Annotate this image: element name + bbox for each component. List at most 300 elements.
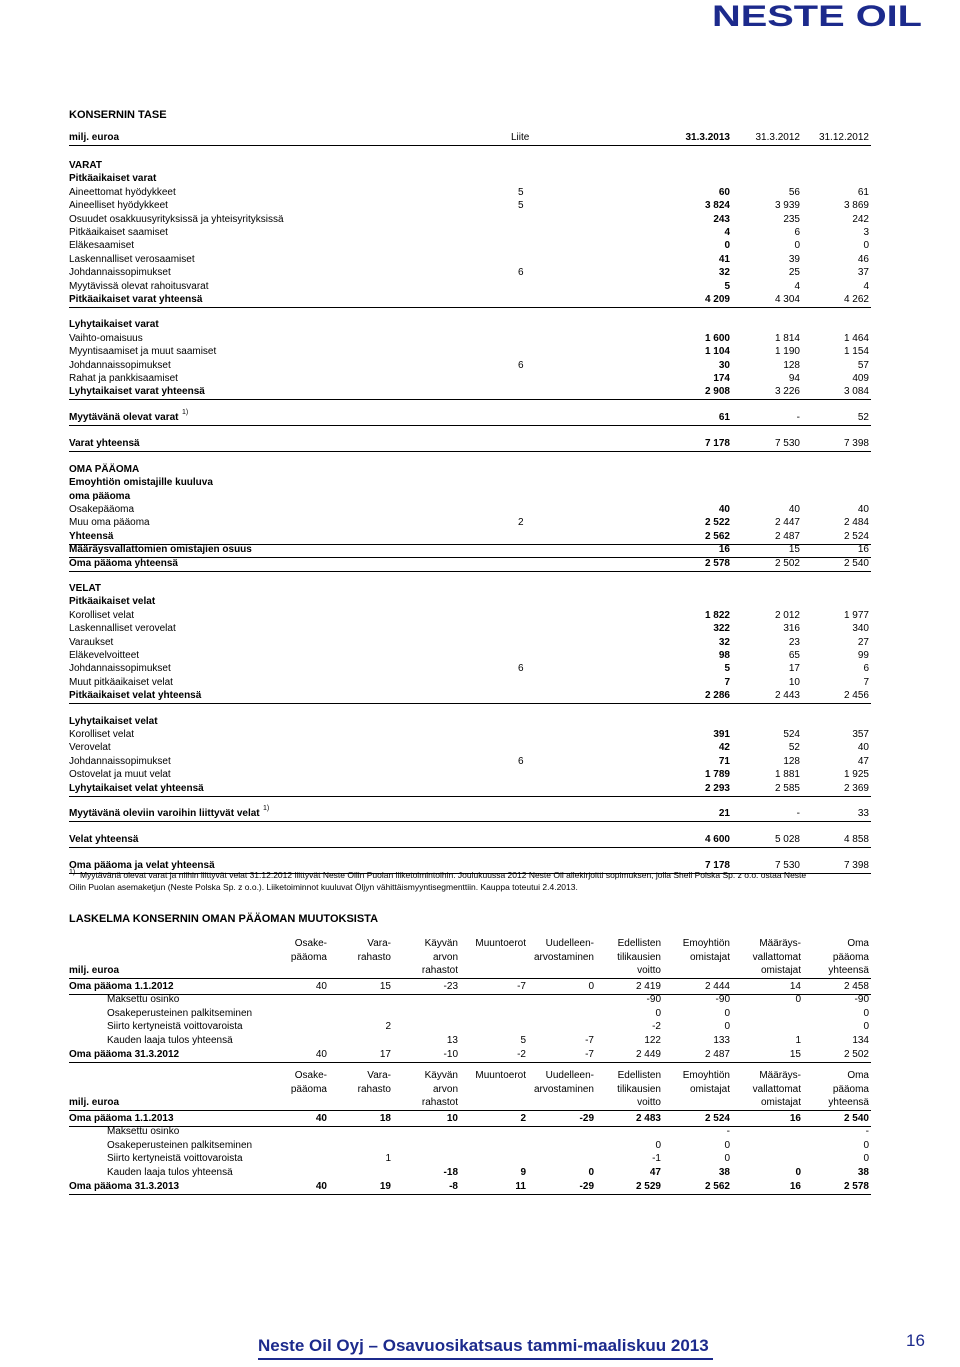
column-header: omistajat bbox=[760, 965, 801, 976]
balance-row bbox=[69, 610, 871, 623]
value-2012: 2 484 bbox=[843, 517, 869, 529]
row-footnote-mark: 1) bbox=[263, 805, 270, 812]
value-2013: 391 bbox=[713, 729, 730, 740]
footer-title: Neste Oil Oyj – Osavuosikatsaus tammi-maaliskuu 2013 bbox=[258, 1336, 709, 1355]
value-2012q: 7 530 bbox=[774, 437, 800, 449]
equity-title: LASKELMA KONSERNIN OMAN PÄÄOMAN MUUTOKSISTA bbox=[69, 913, 379, 925]
cell-value: 19 bbox=[379, 1180, 391, 1192]
column-header: omistajat bbox=[689, 1083, 730, 1095]
value-2013: 3 824 bbox=[704, 200, 730, 212]
value-2013: 42 bbox=[718, 742, 730, 754]
row-label: Pitkäaikaiset velat yhteensä bbox=[69, 690, 202, 702]
cell-value: 0 bbox=[863, 1139, 869, 1151]
balance-row bbox=[69, 373, 871, 386]
column-header: vallattomat bbox=[752, 951, 801, 963]
column-header: Käyvän bbox=[424, 938, 458, 949]
value-2012q: 25 bbox=[788, 267, 800, 279]
cell-value: 2 578 bbox=[843, 1180, 869, 1192]
balance-row bbox=[69, 173, 871, 186]
value-2012: 6 bbox=[863, 663, 869, 675]
value-2013: 2 578 bbox=[704, 557, 730, 569]
column-header: pääoma bbox=[290, 951, 327, 963]
column-header: Muuntoerot bbox=[475, 938, 526, 949]
cell-value: 134 bbox=[852, 1034, 869, 1046]
value-2012: 2 540 bbox=[843, 557, 869, 569]
cell-value: -23 bbox=[443, 980, 458, 992]
cell-value: -2 bbox=[652, 1021, 661, 1033]
balance-row bbox=[69, 491, 871, 504]
balance-row bbox=[69, 663, 871, 676]
balance-header-row bbox=[69, 132, 871, 145]
cell-value: 15 bbox=[789, 1048, 801, 1060]
cell-value: 14 bbox=[789, 980, 801, 992]
row-label: Korolliset velat bbox=[69, 609, 135, 621]
cell-value: -29 bbox=[579, 1112, 594, 1124]
row-label: Oma pääoma ja velat yhteensä bbox=[69, 860, 215, 871]
row-label: Velat yhteensä bbox=[69, 834, 139, 845]
column-header: Oma bbox=[847, 1070, 869, 1081]
value-2012: 1 977 bbox=[843, 609, 869, 621]
value-2012q: 40 bbox=[788, 504, 800, 515]
value-2013: 0 bbox=[724, 240, 730, 252]
cell-value: 2 449 bbox=[635, 1048, 661, 1060]
value-2013: 21 bbox=[718, 808, 730, 819]
value-2013: 40 bbox=[718, 504, 730, 515]
balance-row bbox=[69, 160, 871, 173]
equity-header-row bbox=[69, 1097, 871, 1111]
equity-row bbox=[69, 1181, 871, 1195]
cell-value: 2 502 bbox=[843, 1048, 869, 1060]
cell-value: 122 bbox=[644, 1034, 661, 1046]
footer-underline bbox=[258, 1358, 713, 1360]
value-2013: 1 600 bbox=[704, 332, 730, 344]
column-header: arvon bbox=[432, 1083, 458, 1095]
balance-row bbox=[69, 504, 871, 517]
column-header: Emoyhtiön bbox=[682, 1070, 730, 1081]
column-header: rahasto bbox=[357, 951, 391, 963]
balance-row bbox=[69, 333, 871, 346]
cell-value: -10 bbox=[443, 1048, 458, 1060]
cell-value: -90 bbox=[854, 994, 869, 1006]
equity-header-row bbox=[69, 952, 871, 965]
value-2012: 52 bbox=[857, 411, 869, 423]
column-header: rahastot bbox=[421, 1097, 458, 1108]
balance-row bbox=[69, 742, 871, 755]
footnote-line1: Myytävänä olevat varat ja niihin liittyvät velat 31.12.2012 liittyvät Neste Oilin Puolan liiketoimintoihin. Joulukuussa 2012 Neste Oil allekirjoitti sopimuksen, jolla Shell Polska Sp. z o.o. ostaa Neste bbox=[79, 870, 807, 880]
row-label: Johdannaissopimukset bbox=[69, 663, 171, 675]
column-header: Vara- bbox=[367, 938, 391, 949]
row-label: Myytävissä olevat rahoitusvarat bbox=[69, 280, 209, 292]
row-label: Aineelliset hyödykkeet bbox=[69, 200, 168, 212]
value-2012q: 524 bbox=[783, 729, 800, 740]
column-header: Emoyhtiön bbox=[682, 938, 730, 949]
cell-value: 1 bbox=[385, 1153, 391, 1165]
cell-value: 2 458 bbox=[843, 980, 869, 992]
cell-value: 0 bbox=[863, 1021, 869, 1033]
value-2012: 1 154 bbox=[843, 346, 869, 358]
cell-value: 2 562 bbox=[704, 1180, 730, 1192]
value-2013: 2 908 bbox=[704, 386, 730, 398]
balance-row bbox=[69, 834, 871, 848]
value-2012: 61 bbox=[857, 186, 869, 198]
cell-value: 0 bbox=[724, 1021, 730, 1033]
cell-value: 0 bbox=[795, 994, 801, 1006]
value-2013: 7 178 bbox=[704, 437, 730, 449]
row-label: Pitkäaikaiset varat bbox=[69, 173, 157, 185]
equity-row bbox=[69, 1126, 871, 1139]
cell-value: -7 bbox=[585, 1048, 594, 1060]
balance-row bbox=[69, 477, 871, 490]
value-2012q: 5 028 bbox=[774, 834, 800, 845]
value-2012: 357 bbox=[852, 729, 869, 740]
value-2013: 2 293 bbox=[704, 782, 730, 794]
column-header: omistajat bbox=[760, 1097, 801, 1108]
balance-row bbox=[69, 716, 871, 729]
equity-row bbox=[69, 1035, 871, 1048]
cell-value: 0 bbox=[863, 1153, 869, 1165]
row-label: Aineettomat hyödykkeet bbox=[69, 186, 176, 198]
equity-header-row bbox=[69, 938, 871, 951]
row-label: Kauden laaja tulos yhteensä bbox=[107, 1166, 233, 1178]
balance-row bbox=[69, 438, 871, 452]
balance-row bbox=[69, 319, 871, 332]
cell-value: 11 bbox=[515, 1180, 526, 1192]
balance-row bbox=[69, 805, 871, 822]
value-2012: 2 456 bbox=[843, 690, 869, 702]
row-label: Emoyhtiön omistajille kuuluva bbox=[69, 477, 213, 489]
value-2013: 32 bbox=[718, 267, 730, 279]
value-2013: 1 822 bbox=[704, 609, 730, 621]
value-2012q: 0 bbox=[794, 240, 800, 252]
cell-value: 2 529 bbox=[635, 1180, 661, 1192]
row-label: Eläkevelvoitteet bbox=[69, 650, 140, 661]
balance-row bbox=[69, 346, 871, 359]
balance-row bbox=[69, 596, 871, 609]
cell-value: -90 bbox=[646, 994, 661, 1006]
row-note: 6 bbox=[518, 755, 524, 767]
balance-row bbox=[69, 267, 871, 280]
value-2013: 32 bbox=[718, 636, 730, 648]
row-label: Myytävänä oleviin varoihin liittyvät velat bbox=[69, 808, 260, 819]
balance-row bbox=[69, 558, 871, 572]
row-label: Osuudet osakkuusyrityksissä ja yhteisyrityksissä bbox=[69, 213, 284, 225]
balance-row bbox=[69, 254, 871, 267]
column-header: pääoma bbox=[290, 1083, 327, 1095]
balance-row bbox=[69, 756, 871, 769]
value-2012: 2 369 bbox=[843, 782, 869, 794]
value-2012: 3 bbox=[863, 227, 869, 238]
balance-row bbox=[69, 281, 871, 294]
value-2012q: 23 bbox=[788, 636, 800, 648]
column-header: voitto bbox=[637, 965, 661, 976]
footnote bbox=[69, 869, 871, 893]
value-2012q: 65 bbox=[788, 650, 800, 661]
value-2013: 2 286 bbox=[704, 690, 730, 702]
column-header: tilikausien bbox=[617, 1083, 661, 1095]
column-header: Käyvän bbox=[424, 1070, 458, 1081]
balance-row bbox=[69, 227, 871, 240]
row-note: 6 bbox=[518, 663, 524, 675]
cell-value: 40 bbox=[315, 1048, 327, 1060]
row-label: Lyhytaikaiset velat bbox=[69, 715, 158, 727]
column-header: Edellisten bbox=[617, 938, 661, 949]
value-2013: 2 522 bbox=[704, 517, 730, 529]
balance-title: KONSERNIN TASE bbox=[69, 109, 167, 121]
row-label: OMA PÄÄOMA bbox=[69, 463, 140, 475]
row-label: Ostovelat ja muut velat bbox=[69, 769, 171, 781]
balance-row bbox=[69, 187, 871, 200]
value-2012: 340 bbox=[852, 623, 869, 635]
col-2013: 31.3.2013 bbox=[685, 132, 730, 143]
column-header: arvon bbox=[432, 951, 458, 963]
value-2012q: 52 bbox=[788, 742, 800, 754]
row-label: Oma pääoma 1.1.2013 bbox=[69, 1112, 174, 1124]
value-2012: 4 bbox=[863, 280, 869, 292]
cell-value: 1 bbox=[795, 1034, 801, 1046]
cell-value: 2 483 bbox=[635, 1112, 661, 1124]
value-2012: 40 bbox=[857, 742, 869, 754]
balance-row bbox=[69, 583, 871, 596]
row-label: Lyhytaikaiset varat bbox=[69, 319, 159, 331]
value-2012: 57 bbox=[857, 359, 869, 371]
value-2013: 4 bbox=[724, 227, 730, 238]
footnote-mark: 1) bbox=[69, 869, 76, 876]
row-label: Siirto kertyneistä voittovaroista bbox=[107, 1153, 243, 1165]
row-label: Oma pääoma 1.1.2012 bbox=[69, 980, 174, 992]
cell-value: 15 bbox=[379, 980, 391, 992]
balance-row bbox=[69, 200, 871, 213]
column-header: rahasto bbox=[357, 1083, 391, 1095]
column-header: pääoma bbox=[832, 951, 869, 963]
balance-row bbox=[69, 783, 871, 797]
row-label: Varaukset bbox=[69, 636, 114, 648]
equity-row bbox=[69, 1140, 871, 1153]
row-label: Oma pääoma yhteensä bbox=[69, 557, 178, 569]
cell-value: -8 bbox=[449, 1180, 458, 1192]
balance-row bbox=[69, 360, 871, 373]
row-label: Johdannaissopimukset bbox=[69, 359, 171, 371]
value-2012q: 128 bbox=[783, 359, 800, 371]
cell-value: 0 bbox=[724, 1153, 730, 1165]
cell-value: 47 bbox=[649, 1166, 661, 1178]
value-2012q: 3 939 bbox=[774, 200, 800, 212]
equity-row bbox=[69, 1049, 871, 1063]
cell-value: 16 bbox=[789, 1180, 801, 1192]
row-label: Laskennalliset verosaamiset bbox=[69, 253, 195, 265]
cell-value: -7 bbox=[585, 1034, 594, 1046]
value-2012: 33 bbox=[857, 808, 869, 819]
value-2012q: 128 bbox=[783, 755, 800, 767]
value-2012q: 15 bbox=[788, 544, 800, 556]
row-label: Myytävänä olevat varat bbox=[69, 411, 179, 423]
balance-row bbox=[69, 650, 871, 663]
row-note: 5 bbox=[518, 200, 524, 212]
row-label: Varat yhteensä bbox=[69, 437, 140, 449]
balance-row bbox=[69, 637, 871, 650]
value-2013: 98 bbox=[718, 650, 730, 661]
cell-value: 0 bbox=[655, 1139, 661, 1151]
value-2012q: - bbox=[796, 411, 800, 423]
cell-value: 10 bbox=[446, 1112, 458, 1124]
equity-row bbox=[69, 981, 871, 995]
row-label: Siirto kertyneistä voittovaroista bbox=[107, 1021, 243, 1033]
column-header: pääoma bbox=[832, 1083, 869, 1095]
value-2013: 5 bbox=[724, 663, 730, 675]
cell-value: 0 bbox=[655, 1007, 661, 1019]
value-2013: 4 209 bbox=[704, 294, 730, 305]
cell-value: 0 bbox=[588, 980, 594, 992]
value-2012q: 7 530 bbox=[774, 860, 800, 871]
value-2012q: - bbox=[796, 808, 800, 819]
balance-row bbox=[69, 769, 871, 782]
value-2012: 7 bbox=[863, 676, 869, 688]
value-2012: 37 bbox=[857, 267, 869, 279]
cell-value: 2 419 bbox=[635, 980, 661, 992]
value-2012q: 94 bbox=[788, 373, 800, 384]
balance-row bbox=[69, 294, 871, 308]
row-label: VARAT bbox=[69, 160, 102, 171]
balance-row bbox=[69, 240, 871, 253]
column-header: Määräys- bbox=[759, 1070, 801, 1081]
column-header: Uudelleen- bbox=[545, 1070, 594, 1081]
value-2012: 7 398 bbox=[843, 437, 869, 449]
value-2012: 47 bbox=[857, 755, 869, 767]
page-footer bbox=[0, 1330, 960, 1367]
value-2012q: 2 012 bbox=[774, 609, 800, 621]
value-2012q: 6 bbox=[794, 227, 800, 238]
row-note: 5 bbox=[518, 186, 524, 198]
value-2012q: 2 502 bbox=[774, 557, 800, 569]
row-label: Korolliset velat bbox=[69, 729, 135, 740]
cell-value: - bbox=[726, 1126, 730, 1138]
balance-row bbox=[69, 464, 871, 477]
balance-row bbox=[69, 677, 871, 690]
row-label: Johdannaissopimukset bbox=[69, 267, 171, 279]
svg-text:NESTE OIL: NESTE OIL bbox=[712, 3, 922, 29]
row-label: Rahat ja pankkisaamiset bbox=[69, 373, 178, 384]
value-2013: 243 bbox=[713, 213, 730, 225]
cell-value: 40 bbox=[315, 1112, 327, 1124]
row-label: Yhteensä bbox=[69, 530, 114, 542]
cell-value: 0 bbox=[795, 1166, 801, 1178]
row-label: Verovelat bbox=[69, 742, 111, 754]
value-2013: 30 bbox=[718, 359, 730, 371]
value-2012q: 39 bbox=[788, 253, 800, 265]
column-header: yhteensä bbox=[828, 1097, 869, 1108]
cell-value: -1 bbox=[652, 1153, 661, 1165]
value-2012: 7 398 bbox=[843, 860, 869, 871]
equity-header-row bbox=[69, 965, 871, 979]
balance-row bbox=[69, 408, 871, 426]
row-label: VELAT bbox=[69, 583, 102, 594]
cell-value: 38 bbox=[718, 1166, 730, 1178]
value-2012q: 2 487 bbox=[774, 530, 800, 542]
column-header: yhteensä bbox=[828, 965, 869, 976]
column-header: arvostaminen bbox=[533, 951, 594, 963]
value-2013: 322 bbox=[713, 623, 730, 635]
column-header: Edellisten bbox=[617, 1070, 661, 1081]
value-2012q: 2 447 bbox=[774, 517, 800, 529]
value-2013: 61 bbox=[718, 411, 730, 423]
value-2013: 1 789 bbox=[704, 769, 730, 781]
row-label: Osakepääoma bbox=[69, 504, 135, 515]
column-header: Vara- bbox=[367, 1070, 391, 1081]
row-label: Määräysvallattomien omistajien osuus bbox=[69, 544, 252, 556]
column-header: Määräys- bbox=[759, 938, 801, 949]
row-label: Pitkäaikaiset varat yhteensä bbox=[69, 294, 203, 305]
equity-row bbox=[69, 1008, 871, 1021]
cell-value: -18 bbox=[443, 1166, 458, 1178]
col-2012: 31.12.2012 bbox=[818, 132, 869, 143]
cell-value: -7 bbox=[517, 980, 526, 992]
unit-label: milj. euroa bbox=[69, 1097, 120, 1108]
row-label: Johdannaissopimukset bbox=[69, 755, 171, 767]
value-2012: 3 869 bbox=[843, 200, 869, 212]
row-label: Pitkäaikaiset saamiset bbox=[69, 227, 168, 238]
row-label: Lyhytaikaiset varat yhteensä bbox=[69, 386, 205, 398]
value-2013: 71 bbox=[718, 755, 730, 767]
equity-row bbox=[69, 994, 871, 1007]
row-label: Muut pitkäaikaiset velat bbox=[69, 676, 173, 688]
cell-value: 2 524 bbox=[704, 1112, 730, 1124]
cell-value: -2 bbox=[517, 1048, 526, 1060]
cell-value: 2 bbox=[385, 1021, 391, 1033]
value-2012: 40 bbox=[857, 504, 869, 515]
value-2012: 242 bbox=[852, 213, 869, 225]
unit-label: milj. euroa bbox=[69, 965, 120, 976]
cell-value: 13 bbox=[446, 1034, 458, 1046]
value-2012: 4 262 bbox=[843, 294, 869, 305]
column-header: tilikausien bbox=[617, 951, 661, 963]
column-header: Uudelleen- bbox=[545, 938, 594, 949]
column-header: vallattomat bbox=[752, 1083, 801, 1095]
value-2012q: 3 226 bbox=[774, 386, 800, 398]
cell-value: 133 bbox=[713, 1034, 730, 1046]
value-2013: 60 bbox=[718, 186, 730, 198]
cell-value: 40 bbox=[315, 980, 327, 992]
row-label: Pitkäaikaiset velat bbox=[69, 596, 156, 608]
balance-row bbox=[69, 517, 871, 530]
balance-row bbox=[69, 690, 871, 704]
value-2012q: 4 bbox=[794, 280, 800, 292]
cell-value: 0 bbox=[588, 1166, 594, 1178]
note-header: Liite bbox=[511, 132, 530, 143]
cell-value: 9 bbox=[520, 1166, 526, 1178]
row-footnote-mark: 1) bbox=[182, 408, 189, 416]
neste-oil-logo bbox=[712, 3, 922, 29]
value-2013: 1 104 bbox=[704, 346, 730, 358]
value-2013: 7 178 bbox=[704, 860, 730, 871]
value-2013: 5 bbox=[724, 280, 730, 292]
row-label: Maksettu osinko bbox=[107, 994, 180, 1006]
row-label: Osakeperusteinen palkitseminen bbox=[107, 1007, 253, 1019]
cell-value: 17 bbox=[379, 1048, 391, 1060]
balance-row bbox=[69, 214, 871, 227]
row-note: 2 bbox=[518, 517, 524, 529]
balance-row bbox=[69, 729, 871, 742]
row-label: Kauden laaja tulos yhteensä bbox=[107, 1034, 233, 1046]
column-header: voitto bbox=[637, 1097, 661, 1108]
value-2013: 16 bbox=[718, 544, 730, 556]
equity-row bbox=[69, 1021, 871, 1034]
row-label: Eläkesaamiset bbox=[69, 240, 135, 252]
value-2012q: 10 bbox=[788, 676, 800, 688]
row-label: Lyhytaikaiset velat yhteensä bbox=[69, 782, 204, 794]
cell-value: 2 540 bbox=[843, 1112, 869, 1124]
value-2012: 3 084 bbox=[843, 386, 869, 398]
value-2012q: 235 bbox=[783, 213, 800, 225]
column-header: rahastot bbox=[421, 965, 458, 976]
